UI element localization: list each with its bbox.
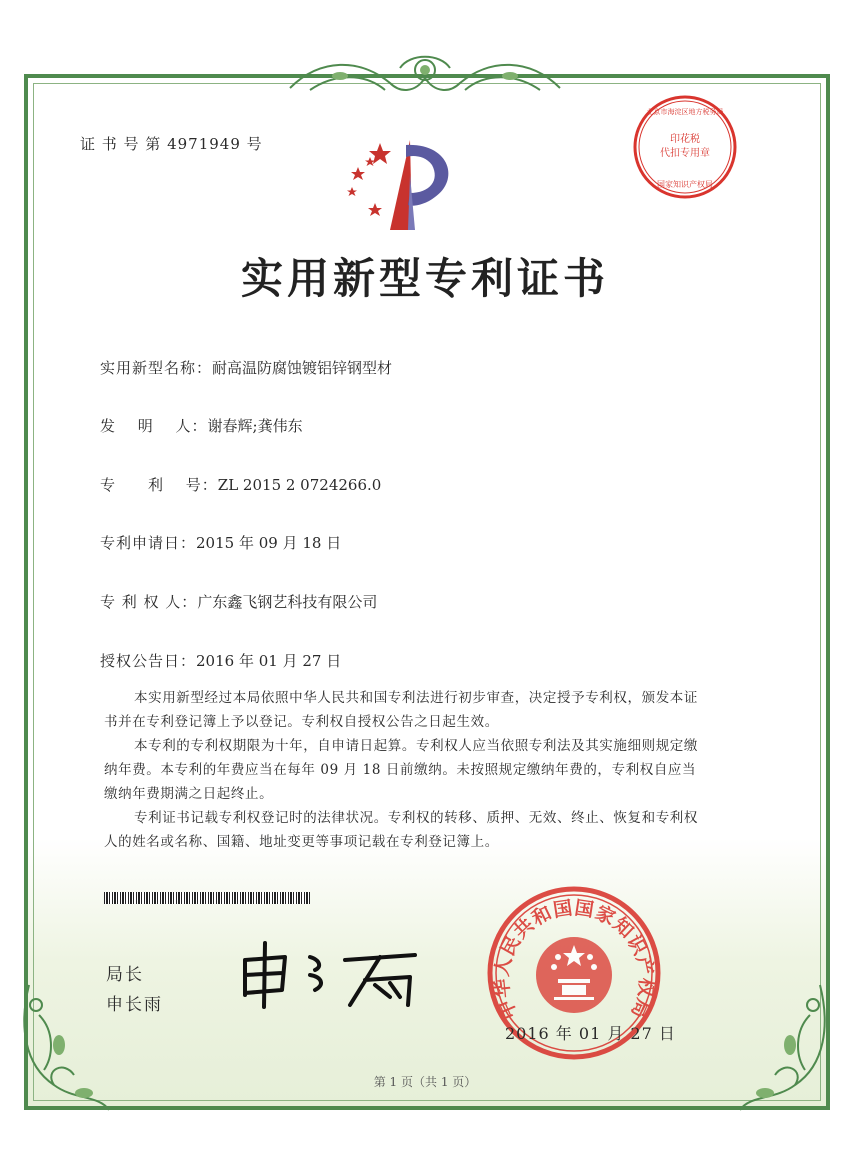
field-value: 耐高温防腐蚀镀铝锌钢型材 xyxy=(212,359,393,377)
certificate-title: 实用新型专利证书 xyxy=(240,254,609,303)
field-value: 谢春辉;龚伟东 xyxy=(207,417,303,435)
director-name: 申长雨 xyxy=(106,995,163,1015)
field-label: 专 利 权 人： xyxy=(100,593,198,611)
field-application-date xyxy=(100,532,341,553)
field-patent-number xyxy=(100,474,381,495)
barcode xyxy=(104,892,310,904)
body-paragraph: 本专利的专利权期限为十年，自申请日起算。专利权人应当依照专利法及其实施细则规定缴纳年费。本专利的年费应当在每年 09 月 18 日前缴纳。未按照规定缴纳年费的，专利权自应当缴纳年费期满之日起终止。 xyxy=(104,738,698,802)
page-footer: 第 1 页（共 1 页） xyxy=(373,1075,477,1089)
field-label: 授权公告日： xyxy=(100,652,197,670)
field-label: 发 明 人： xyxy=(100,417,208,435)
director-signature xyxy=(230,935,430,1015)
field-value: 广东鑫飞钢艺科技有限公司 xyxy=(197,593,378,611)
field-label: 实用新型名称： xyxy=(100,359,213,377)
svg-text:北京市海淀区地方税务局: 北京市海淀区地方税务局 xyxy=(646,108,724,116)
top-ornament xyxy=(280,48,570,108)
certificate-number: 证 书 号 第 4971949 号 xyxy=(80,135,263,153)
patent-office-logo xyxy=(340,135,470,235)
field-value: 2015 年 09 月 18 日 xyxy=(196,534,342,552)
field-label: 专利申请日： xyxy=(100,534,197,552)
field-patentee xyxy=(100,591,377,612)
tax-stamp xyxy=(630,92,740,202)
svg-text:印花税: 印花税 xyxy=(670,134,700,145)
field-label: 专 利 号： xyxy=(100,476,218,494)
bottom-right-ornament xyxy=(725,975,835,1125)
field-value: 2016 年 01 月 27 日 xyxy=(196,652,342,670)
director-title: 局长 xyxy=(106,965,144,985)
svg-text:国家知识产权局: 国家知识产权局 xyxy=(657,180,713,189)
field-value: ZL 2015 2 0724266.0 xyxy=(217,476,382,494)
svg-text:代扣专用章: 代扣专用章 xyxy=(660,148,710,159)
field-inventor xyxy=(100,415,303,436)
body-paragraph: 专利证书记载专利权登记时的法律状况。专利权的转移、质押、无效、终止、恢复和专利权人的姓名或名称、国籍、地址变更等事项记载在专利登记簿上。 xyxy=(104,810,698,850)
stamp-date: 2016 年 01 月 27 日 xyxy=(505,1024,676,1043)
field-utility-name xyxy=(100,357,392,378)
body-paragraph: 本实用新型经过本局依照中华人民共和国专利法进行初步审查，决定授予专利权，颁发本证书并在专利登记簿上予以登记。专利权自授权公告之日起生效。 xyxy=(104,690,698,730)
certificate-body xyxy=(104,686,704,854)
svg-text:中华人民共和国国家知识产权局: 中华人民共和国国家知识产权局 xyxy=(490,896,658,1023)
field-grant-date xyxy=(100,650,341,671)
